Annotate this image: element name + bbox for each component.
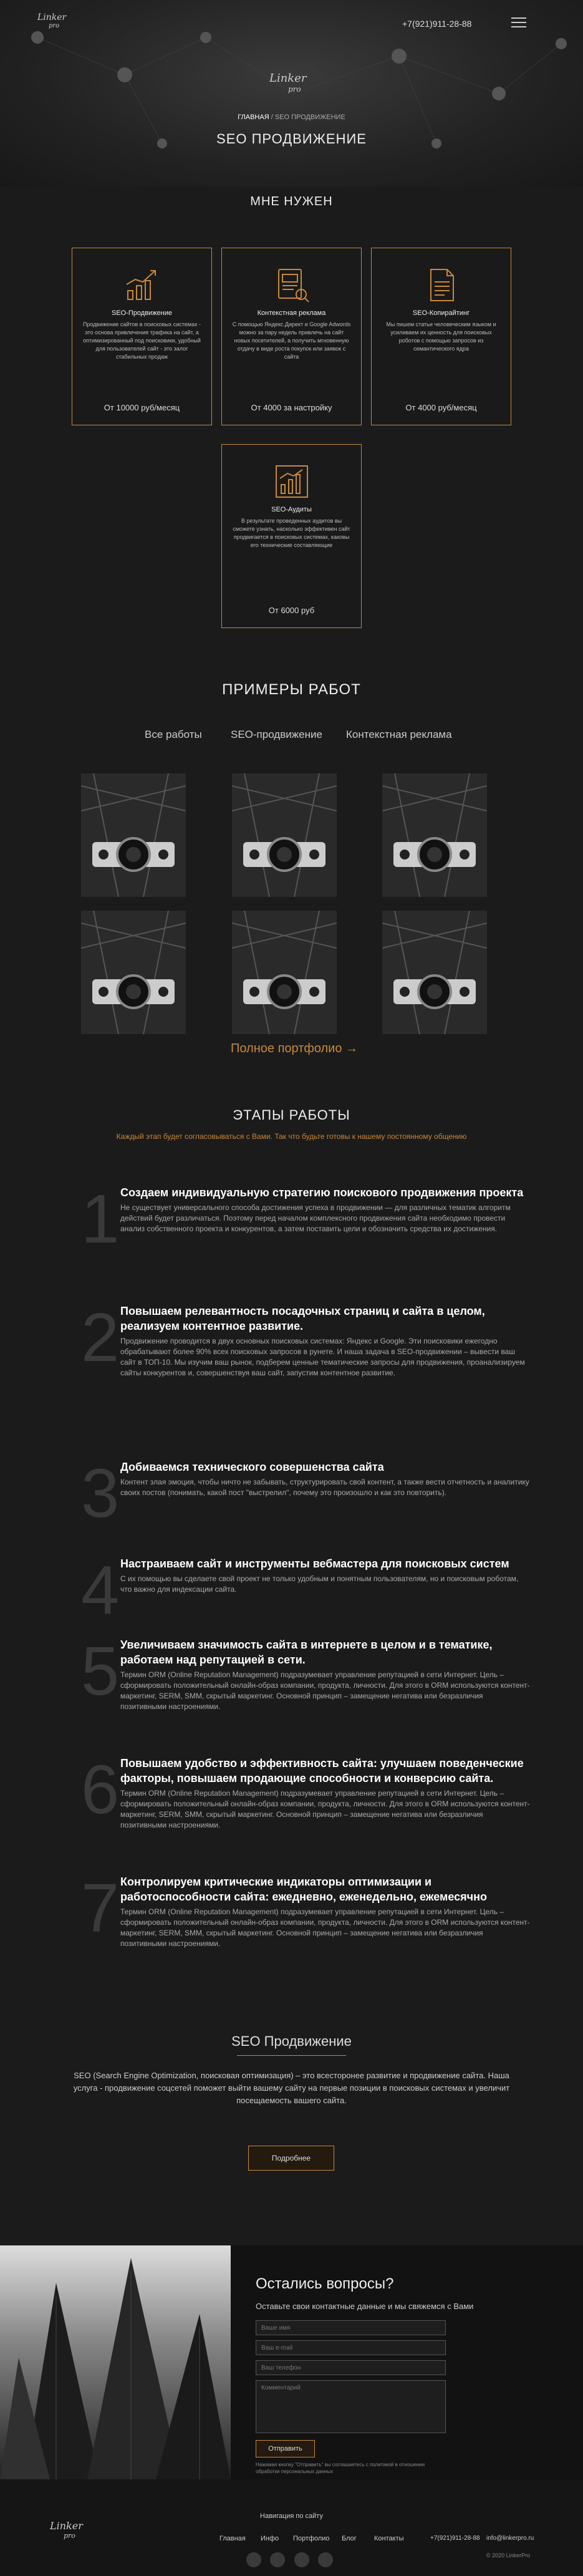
need-title: МНЕ НУЖЕН (250, 195, 333, 208)
page-title: SEO ПРОДВИЖЕНИЕ (216, 131, 367, 147)
footer-nav-title: Навигация по сайту (260, 2512, 323, 2520)
header-logo[interactable] (37, 12, 66, 29)
tab-seo[interactable]: SEO-продвижение (231, 729, 322, 740)
service-title: Контекстная реклама (257, 309, 326, 317)
name-input[interactable] (256, 2320, 446, 2335)
footer-logo-subtext: pro (64, 2532, 75, 2540)
hero-logo-subtext: pro (288, 85, 301, 94)
portfolio-thumb[interactable] (81, 911, 186, 1034)
portfolio-thumb[interactable] (382, 911, 487, 1034)
stages-subtitle: Каждый этап будет согласовываться с Вами. Так что будьте готовы к нашему постоянному общению (116, 1132, 467, 1141)
camera-image (382, 911, 487, 1034)
stage-title: Повышаем релевантность посадочных страниц и сайта в целом, реализуем контентное развитие. (120, 1305, 485, 1332)
stage-title: Повышаем удобство и эффективность сайта: улучшаем поведенческие факторы, повышаем продающие способности и конверсию сайта. (120, 1757, 524, 1784)
stage-number: 7 (81, 1870, 120, 1947)
divider (237, 2055, 346, 2056)
service-card-seo[interactable] (72, 248, 212, 425)
footer-logo-text: Linker (50, 2520, 83, 2532)
stage-number: 6 (81, 1751, 120, 1828)
submit-button[interactable]: Отправить (256, 2440, 315, 2457)
email-input[interactable] (256, 2340, 446, 2355)
service-text: Продвижение сайтов в поисковых системах - это основа привлечения трафика на сайт, а оптимизированный под поисковики, удобный для пользователей сайт - это залог стабильных продаж (83, 321, 201, 360)
examples-title: ПРИМЕРЫ РАБОТ (222, 681, 361, 698)
header-phone[interactable]: +7(921)911-28-88 (402, 19, 472, 29)
service-title: SEO-Продвижение (111, 309, 172, 317)
stage-item (81, 1299, 530, 1378)
stage-title: Добиваемся технического совершенства сайта (120, 1461, 384, 1473)
logo-subtext: pro (49, 22, 60, 29)
logo-text: Linker (37, 12, 67, 22)
context-ads-icon (272, 266, 311, 304)
stage-number: 3 (81, 1455, 120, 1532)
service-price: От 4000 за настройку (251, 403, 332, 412)
stage-title: Увеличиваем значимость сайта в интернете в целом и в тематике, работаем над репутацией в сети. (120, 1639, 493, 1666)
stage-item (81, 1181, 530, 1257)
hero-logo-text: Linker (269, 72, 307, 85)
portfolio-thumb[interactable] (81, 773, 186, 897)
service-card-audit[interactable] (221, 444, 362, 628)
instagram-icon[interactable] (270, 2552, 285, 2567)
portfolio-thumb[interactable] (382, 773, 487, 897)
footer-nav-item[interactable]: Инфо (261, 2535, 279, 2542)
portfolio-thumb[interactable] (232, 773, 337, 897)
service-title: SEO-Аудиты (271, 506, 312, 513)
stage-item (81, 1870, 530, 1949)
service-text: С помощью Яндекс.Директ и Google Adwords можно за пару недель привлечь на сайт новых посетителей, а получить мгновенную отдачу в виде роста покупок или заявок с сайта (232, 321, 351, 360)
stage-item (81, 1455, 530, 1532)
vk-icon[interactable] (246, 2552, 261, 2567)
social-links (246, 2552, 340, 2570)
buildings-image (0, 2245, 231, 2479)
consent-text: Нажимая кнопку "Отправить" вы соглашаетесь с политикой в отношении обработки персональных данных (256, 2462, 425, 2474)
camera-image (382, 773, 487, 897)
hamburger-icon[interactable] (511, 17, 526, 29)
seo-info-title: SEO Продвижение (231, 2033, 352, 2049)
footer-nav-item[interactable]: Главная (219, 2535, 246, 2542)
breadcrumb-home[interactable]: ГЛАВНАЯ (238, 114, 269, 121)
service-title: SEO-Копирайтинг (412, 309, 470, 317)
stage-text: Термин ORM (Online Reputation Management) подразумевает управление репутацией в сети Интернет. Цель – сформировать положительный онлайн-образ компании, продукта, личности. Для этого в ORM используются контент-маркетинг, SERM, SMM, скрытый маркетинг. Основной принцип – замещение негатива или безразличия позитивными настроениями. (120, 1789, 530, 1829)
youtube-icon[interactable] (318, 2552, 333, 2567)
growth-chart-icon (123, 266, 161, 304)
breadcrumb (0, 114, 583, 121)
footer-logo[interactable] (50, 2520, 83, 2540)
stage-text: Контент злая эмоция, чтобы ничто не забывать, структурировать свой контент, а также вести отчетность и аналитику своих постов (понимать, какой пост "выстрелил", почему это произошло и как это повторить). (120, 1478, 529, 1497)
footer-nav-item[interactable]: Блог (342, 2535, 357, 2542)
phone-input[interactable] (256, 2360, 446, 2375)
stage-text: Продвижение проводится в двух основных поисковых системах: Яндекс и Google. Эти поисковики ежегодно обрабатывают более 90% всех поисковых запросов в рунете. И наша задача в SEO-продвижении – вывести ваш сайт в ТОП-10. Мы изучим ваш рынок, подберем ценные тематические запросы для продвижения, проанализируем сайты конкурентов и, совершенствуя ваш сайт, запустим контентное развитие. (120, 1337, 525, 1377)
stage-text: С их помощью вы сделаете свой проект не только удобным и понятным пользователям, но и поисковым роботам, что важно для индексации сайта. (120, 1574, 519, 1594)
contact-subtitle: Оставьте свои контактные данные и мы свяжемся с Вами (256, 2302, 474, 2311)
stage-title: Контролируем критические индикаторы оптимизации и работоспособности сайта: ежедневно, еженедельно, ежемесячно (120, 1876, 487, 1903)
service-card-context[interactable] (221, 248, 362, 425)
stage-number: 2 (81, 1299, 120, 1376)
tab-context[interactable]: Контекстная реклама (346, 729, 452, 740)
service-price: От 10000 руб/месяц (104, 403, 180, 412)
portfolio-link[interactable]: Полное портфолио → (231, 1042, 359, 1055)
service-text: В результате проведенных аудитов вы сможете узнать, насколько эффективен сайт продвигается в поисковых системах, каковы его технические составляющие (233, 518, 350, 548)
service-text: Мы пишем статьи человеческим языком и усиливаем их ценность для поисковых роботов с помощью запросов из семантического ядра (386, 321, 496, 352)
copyright: © 2020 LinkerPro (486, 2552, 531, 2559)
stage-number: 1 (81, 1181, 120, 1257)
footer-nav-item[interactable]: Портфолио (293, 2535, 330, 2542)
hero-logo (269, 72, 306, 94)
tab-all-works[interactable]: Все работы (145, 729, 202, 740)
stage-item (81, 1552, 530, 1629)
stage-text: Термин ORM (Online Reputation Management) подразумевает управление репутацией в сети Интернет. Цель – сформировать положительный онлайн-образ компании, продукта, личности. Для этого в ORM используются контент-маркетинг, SERM, SMM, скрытый маркетинг. Основной принцип – замещение негатива или безразличия позитивными настроениями. (120, 1907, 530, 1948)
stage-text: Не существует универсального способа достижения успеха в продвижении — для различных тематик алгоритм действий будет различаться. Поэтому перед началом комплексного продвижения сайта необходимо провести анализ собственного проекта и конкурентов, а затем поставить цели и обозначить средства их достижения. (120, 1203, 511, 1233)
network-pattern (0, 0, 583, 187)
camera-image (232, 911, 337, 1034)
hero-background (0, 0, 583, 187)
stage-number: 5 (81, 1633, 120, 1710)
seo-info-text: SEO (Search Engine Optimization, поисковая оптимизация) – это всесторонее развитие и продвижение сайта. Наша услуга - продвижение соцсетей поможет выйти вашему сайту на первые позиции в поисковых системах и увеличит посещаемость вашего сайта. (73, 2071, 510, 2105)
stage-text: Термин ORM (Online Reputation Management) подразумевает управление репутацией в сети Интернет. Цель – сформировать положительный онлайн-образ компании, продукта, личности. Для этого в ORM используются контент-маркетинг, SERM, SMM, скрытый маркетинг. Основной принцип – замещение негатива или безразличия позитивными настроениями. (120, 1670, 530, 1711)
camera-image (81, 773, 186, 897)
portfolio-thumb[interactable] (232, 911, 337, 1034)
breadcrumb-current: SEO ПРОДВИЖЕНИЕ (274, 114, 345, 121)
service-price: От 6000 руб (268, 606, 315, 615)
stages-title: ЭТАПЫ РАБОТЫ (233, 1107, 350, 1123)
stage-item (81, 1751, 530, 1831)
more-button[interactable]: Подробнее (248, 2146, 334, 2171)
contact-title: Остались вопросы? (256, 2275, 394, 2292)
stage-title: Настраиваем сайт и инструменты вебмастера для поисковых систем (120, 1557, 509, 1570)
breadcrumb-separator: / (269, 114, 275, 121)
footer-nav-item[interactable]: Контакты (374, 2535, 404, 2542)
stage-item (81, 1633, 530, 1712)
stage-title: Создаем индивидуальную стратегию поискового продвижения проекта (120, 1186, 524, 1199)
audit-chart-icon (272, 462, 311, 501)
stage-number: 4 (81, 1552, 120, 1629)
footer-phone[interactable]: +7(921)911-28-88 (430, 2535, 480, 2542)
camera-image (232, 773, 337, 897)
document-icon (422, 266, 461, 304)
service-card-copywriting[interactable] (371, 248, 511, 425)
footer-email[interactable]: info@linkerpro.ru (486, 2535, 534, 2542)
service-price: От 4000 руб/месяц (405, 403, 477, 412)
telegram-icon[interactable] (294, 2552, 309, 2567)
camera-image (81, 911, 186, 1034)
comment-input[interactable] (256, 2380, 446, 2433)
